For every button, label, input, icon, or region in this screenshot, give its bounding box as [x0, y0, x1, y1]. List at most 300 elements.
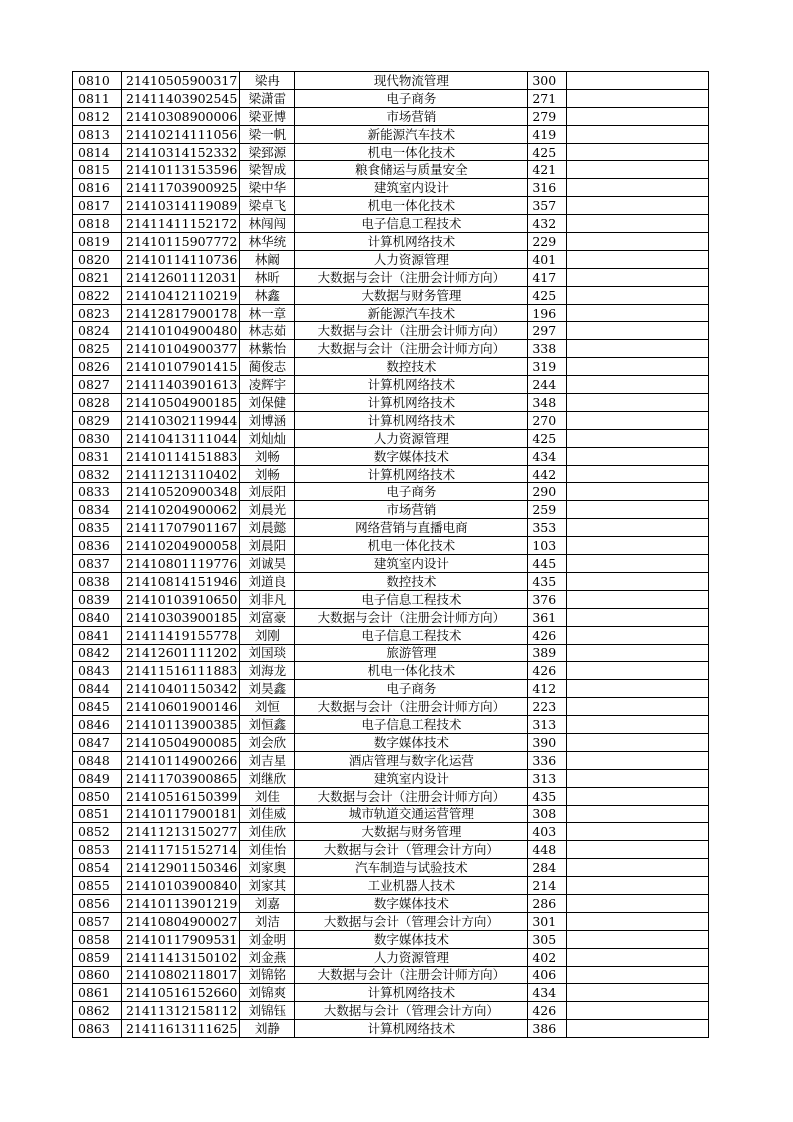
major-cell: 大数据与会计（注册会计师方向） — [295, 322, 528, 340]
row-seq-cell: 0859 — [73, 948, 122, 966]
major-cell: 计算机网络技术 — [295, 376, 528, 394]
major-cell: 计算机网络技术 — [295, 233, 528, 251]
student-name-cell: 梁潇雷 — [240, 89, 295, 107]
student-name-cell: 凌辉宇 — [240, 376, 295, 394]
table-row — [73, 447, 709, 465]
score-cell: 348 — [528, 394, 567, 412]
table-row — [73, 644, 709, 662]
empty-cell — [567, 787, 709, 805]
score-cell: 434 — [528, 447, 567, 465]
score-cell: 223 — [528, 698, 567, 716]
student-name-cell: 刘静 — [240, 1020, 295, 1038]
student-name-cell: 刘灿灿 — [240, 429, 295, 447]
score-cell: 435 — [528, 787, 567, 805]
student-name-cell: 刘佳 — [240, 787, 295, 805]
exam-id-cell: 21410516152660 — [122, 984, 240, 1002]
empty-cell — [567, 626, 709, 644]
major-cell: 计算机网络技术 — [295, 394, 528, 412]
row-seq-cell: 0835 — [73, 519, 122, 537]
student-name-cell: 刘刚 — [240, 626, 295, 644]
row-seq-cell: 0857 — [73, 912, 122, 930]
exam-id-cell: 21410117909531 — [122, 930, 240, 948]
student-name-cell: 梁一帆 — [240, 125, 295, 143]
score-cell: 412 — [528, 680, 567, 698]
empty-cell — [567, 72, 709, 90]
score-cell: 279 — [528, 107, 567, 125]
major-cell: 计算机网络技术 — [295, 411, 528, 429]
exam-id-cell: 21411413150102 — [122, 948, 240, 966]
major-cell: 电子信息工程技术 — [295, 590, 528, 608]
exam-id-cell: 21411403901613 — [122, 376, 240, 394]
exam-id-cell: 21411703900925 — [122, 179, 240, 197]
score-cell: 435 — [528, 572, 567, 590]
empty-cell — [567, 912, 709, 930]
empty-cell — [567, 89, 709, 107]
student-name-cell: 刘博涵 — [240, 411, 295, 429]
table-row — [73, 376, 709, 394]
score-cell: 434 — [528, 984, 567, 1002]
major-cell: 电子商务 — [295, 483, 528, 501]
score-cell: 406 — [528, 966, 567, 984]
student-name-cell: 刘金明 — [240, 930, 295, 948]
score-cell: 419 — [528, 125, 567, 143]
empty-cell — [567, 125, 709, 143]
major-cell: 电子商务 — [295, 89, 528, 107]
row-seq-cell: 0836 — [73, 537, 122, 555]
student-name-cell: 刘非凡 — [240, 590, 295, 608]
row-seq-cell: 0812 — [73, 107, 122, 125]
row-seq-cell: 0852 — [73, 823, 122, 841]
empty-cell — [567, 322, 709, 340]
score-cell: 426 — [528, 626, 567, 644]
exam-id-cell: 21411403902545 — [122, 89, 240, 107]
major-cell: 市场营销 — [295, 107, 528, 125]
exam-id-cell: 21410412110219 — [122, 286, 240, 304]
exam-id-cell: 21411707901167 — [122, 519, 240, 537]
major-cell: 市场营销 — [295, 501, 528, 519]
empty-cell — [567, 376, 709, 394]
score-cell: 336 — [528, 751, 567, 769]
score-cell: 448 — [528, 841, 567, 859]
table-row — [73, 429, 709, 447]
exam-id-cell: 21410214111056 — [122, 125, 240, 143]
table-row — [73, 823, 709, 841]
row-seq-cell: 0846 — [73, 716, 122, 734]
exam-id-cell: 21410801119776 — [122, 555, 240, 573]
table-row — [73, 483, 709, 501]
student-name-cell: 刘畅 — [240, 447, 295, 465]
score-cell: 432 — [528, 215, 567, 233]
score-cell: 290 — [528, 483, 567, 501]
exam-id-cell: 21410114900266 — [122, 751, 240, 769]
empty-cell — [567, 680, 709, 698]
empty-cell — [567, 644, 709, 662]
roster-table — [72, 71, 709, 1038]
exam-id-cell: 21411419155778 — [122, 626, 240, 644]
empty-cell — [567, 286, 709, 304]
score-cell: 301 — [528, 912, 567, 930]
major-cell: 数字媒体技术 — [295, 930, 528, 948]
empty-cell — [567, 841, 709, 859]
table-row — [73, 698, 709, 716]
empty-cell — [567, 429, 709, 447]
exam-id-cell: 21410204900058 — [122, 537, 240, 555]
major-cell: 人力资源管理 — [295, 948, 528, 966]
row-seq-cell: 0810 — [73, 72, 122, 90]
exam-id-cell: 21410107901415 — [122, 358, 240, 376]
table-row — [73, 465, 709, 483]
major-cell: 数字媒体技术 — [295, 447, 528, 465]
row-seq-cell: 0814 — [73, 143, 122, 161]
row-seq-cell: 0841 — [73, 626, 122, 644]
row-seq-cell: 0830 — [73, 429, 122, 447]
table-row — [73, 590, 709, 608]
student-name-cell: 刘恒鑫 — [240, 716, 295, 734]
row-seq-cell: 0831 — [73, 447, 122, 465]
row-seq-cell: 0827 — [73, 376, 122, 394]
student-name-cell: 刘吉星 — [240, 751, 295, 769]
major-cell: 大数据与会计（管理会计方向） — [295, 1002, 528, 1020]
score-cell: 403 — [528, 823, 567, 841]
exam-id-cell: 21410113901219 — [122, 894, 240, 912]
exam-id-cell: 21411715152714 — [122, 841, 240, 859]
row-seq-cell: 0844 — [73, 680, 122, 698]
score-cell: 214 — [528, 877, 567, 895]
exam-id-cell: 21410113900385 — [122, 716, 240, 734]
major-cell: 大数据与会计（注册会计师方向） — [295, 268, 528, 286]
exam-id-cell: 21411213110402 — [122, 465, 240, 483]
row-seq-cell: 0839 — [73, 590, 122, 608]
row-seq-cell: 0858 — [73, 930, 122, 948]
exam-id-cell: 21411703900865 — [122, 769, 240, 787]
row-seq-cell: 0811 — [73, 89, 122, 107]
exam-id-cell: 21410103910650 — [122, 590, 240, 608]
row-seq-cell: 0855 — [73, 877, 122, 895]
major-cell: 数字媒体技术 — [295, 894, 528, 912]
empty-cell — [567, 590, 709, 608]
major-cell: 大数据与会计（注册会计师方向） — [295, 698, 528, 716]
exam-id-cell: 21410814151946 — [122, 572, 240, 590]
score-cell: 271 — [528, 89, 567, 107]
empty-cell — [567, 966, 709, 984]
exam-id-cell: 21412817900178 — [122, 304, 240, 322]
major-cell: 机电一体化技术 — [295, 662, 528, 680]
exam-id-cell: 21411516111883 — [122, 662, 240, 680]
student-name-cell: 梁亚博 — [240, 107, 295, 125]
score-cell: 308 — [528, 805, 567, 823]
major-cell: 计算机网络技术 — [295, 1020, 528, 1038]
table-row — [73, 716, 709, 734]
major-cell: 工业机器人技术 — [295, 877, 528, 895]
major-cell: 建筑室内设计 — [295, 179, 528, 197]
row-seq-cell: 0847 — [73, 733, 122, 751]
score-cell: 270 — [528, 411, 567, 429]
exam-id-cell: 21410601900146 — [122, 698, 240, 716]
major-cell: 机电一体化技术 — [295, 537, 528, 555]
student-name-cell: 林一章 — [240, 304, 295, 322]
table-row — [73, 662, 709, 680]
table-row — [73, 72, 709, 90]
empty-cell — [567, 608, 709, 626]
student-name-cell: 刘继欣 — [240, 769, 295, 787]
table-row — [73, 340, 709, 358]
score-cell: 313 — [528, 716, 567, 734]
exam-id-cell: 21412601112031 — [122, 268, 240, 286]
table-row — [73, 608, 709, 626]
major-cell: 大数据与会计（注册会计师方向） — [295, 340, 528, 358]
student-name-cell: 刘佳欣 — [240, 823, 295, 841]
table-row — [73, 966, 709, 984]
exam-id-cell: 21410504900085 — [122, 733, 240, 751]
score-cell: 425 — [528, 286, 567, 304]
score-cell: 401 — [528, 250, 567, 268]
row-seq-cell: 0832 — [73, 465, 122, 483]
exam-id-cell: 21410115907772 — [122, 233, 240, 251]
table-row — [73, 751, 709, 769]
row-seq-cell: 0826 — [73, 358, 122, 376]
row-seq-cell: 0819 — [73, 233, 122, 251]
exam-id-cell: 21410113153596 — [122, 161, 240, 179]
table-row — [73, 250, 709, 268]
row-seq-cell: 0816 — [73, 179, 122, 197]
row-seq-cell: 0862 — [73, 1002, 122, 1020]
table-row — [73, 394, 709, 412]
score-cell: 390 — [528, 733, 567, 751]
student-name-cell: 刘佳威 — [240, 805, 295, 823]
major-cell: 计算机网络技术 — [295, 984, 528, 1002]
score-cell: 196 — [528, 304, 567, 322]
major-cell: 数控技术 — [295, 358, 528, 376]
score-cell: 244 — [528, 376, 567, 394]
row-seq-cell: 0813 — [73, 125, 122, 143]
score-cell: 425 — [528, 429, 567, 447]
major-cell: 机电一体化技术 — [295, 197, 528, 215]
table-row — [73, 519, 709, 537]
empty-cell — [567, 358, 709, 376]
major-cell: 汽车制造与试验技术 — [295, 859, 528, 877]
major-cell: 大数据与财务管理 — [295, 286, 528, 304]
empty-cell — [567, 465, 709, 483]
empty-cell — [567, 930, 709, 948]
major-cell: 电子信息工程技术 — [295, 626, 528, 644]
score-cell: 426 — [528, 662, 567, 680]
major-cell: 旅游管理 — [295, 644, 528, 662]
table-row — [73, 555, 709, 573]
empty-cell — [567, 662, 709, 680]
row-seq-cell: 0856 — [73, 894, 122, 912]
exam-id-cell: 21410302119944 — [122, 411, 240, 429]
exam-id-cell: 21410104900480 — [122, 322, 240, 340]
exam-id-cell: 21410117900181 — [122, 805, 240, 823]
empty-cell — [567, 161, 709, 179]
row-seq-cell: 0845 — [73, 698, 122, 716]
major-cell: 网络营销与直播电商 — [295, 519, 528, 537]
empty-cell — [567, 859, 709, 877]
student-name-cell: 刘家其 — [240, 877, 295, 895]
major-cell: 大数据与会计（管理会计方向） — [295, 841, 528, 859]
table-row — [73, 143, 709, 161]
major-cell: 机电一体化技术 — [295, 143, 528, 161]
row-seq-cell: 0834 — [73, 501, 122, 519]
score-cell: 426 — [528, 1002, 567, 1020]
major-cell: 人力资源管理 — [295, 429, 528, 447]
student-name-cell: 林昕 — [240, 268, 295, 286]
empty-cell — [567, 894, 709, 912]
empty-cell — [567, 572, 709, 590]
student-name-cell: 刘锦钰 — [240, 1002, 295, 1020]
row-seq-cell: 0833 — [73, 483, 122, 501]
empty-cell — [567, 1020, 709, 1038]
row-seq-cell: 0840 — [73, 608, 122, 626]
empty-cell — [567, 823, 709, 841]
exam-id-cell: 21410303900185 — [122, 608, 240, 626]
table-row — [73, 501, 709, 519]
score-cell: 103 — [528, 537, 567, 555]
score-cell: 386 — [528, 1020, 567, 1038]
table-row — [73, 912, 709, 930]
exam-id-cell: 21411213150277 — [122, 823, 240, 841]
student-name-cell: 林志茹 — [240, 322, 295, 340]
score-cell: 402 — [528, 948, 567, 966]
empty-cell — [567, 197, 709, 215]
exam-id-cell: 21410413111044 — [122, 429, 240, 447]
major-cell: 新能源汽车技术 — [295, 304, 528, 322]
row-seq-cell: 0815 — [73, 161, 122, 179]
empty-cell — [567, 877, 709, 895]
table-row — [73, 859, 709, 877]
exam-id-cell: 21411613111625 — [122, 1020, 240, 1038]
table-row — [73, 841, 709, 859]
student-name-cell: 刘金燕 — [240, 948, 295, 966]
exam-id-cell: 21410104900377 — [122, 340, 240, 358]
empty-cell — [567, 107, 709, 125]
row-seq-cell: 0821 — [73, 268, 122, 286]
major-cell: 大数据与会计（注册会计师方向） — [295, 787, 528, 805]
row-seq-cell: 0823 — [73, 304, 122, 322]
major-cell: 电子商务 — [295, 680, 528, 698]
table-row — [73, 286, 709, 304]
student-name-cell: 刘佳怡 — [240, 841, 295, 859]
student-name-cell: 梁中华 — [240, 179, 295, 197]
major-cell: 数字媒体技术 — [295, 733, 528, 751]
student-name-cell: 梁智成 — [240, 161, 295, 179]
table-row — [73, 769, 709, 787]
score-cell: 338 — [528, 340, 567, 358]
table-row — [73, 411, 709, 429]
row-seq-cell: 0848 — [73, 751, 122, 769]
table-row — [73, 1020, 709, 1038]
student-name-cell: 刘家奥 — [240, 859, 295, 877]
exam-id-cell: 21410204900062 — [122, 501, 240, 519]
empty-cell — [567, 519, 709, 537]
roster-body — [73, 72, 709, 1038]
major-cell: 酒店管理与数字化运营 — [295, 751, 528, 769]
score-cell: 361 — [528, 608, 567, 626]
empty-cell — [567, 268, 709, 286]
exam-id-cell: 21410520900348 — [122, 483, 240, 501]
table-row — [73, 572, 709, 590]
exam-id-cell: 21410314152332 — [122, 143, 240, 161]
table-row — [73, 89, 709, 107]
score-cell: 421 — [528, 161, 567, 179]
row-seq-cell: 0850 — [73, 787, 122, 805]
table-row — [73, 233, 709, 251]
empty-cell — [567, 215, 709, 233]
empty-cell — [567, 733, 709, 751]
exam-id-cell: 21410516150399 — [122, 787, 240, 805]
student-name-cell: 梁冉 — [240, 72, 295, 90]
score-cell: 297 — [528, 322, 567, 340]
score-cell: 259 — [528, 501, 567, 519]
exam-id-cell: 21411411152172 — [122, 215, 240, 233]
row-seq-cell: 0853 — [73, 841, 122, 859]
student-name-cell: 林阚 — [240, 250, 295, 268]
table-row — [73, 322, 709, 340]
student-name-cell: 梁郅源 — [240, 143, 295, 161]
table-row — [73, 930, 709, 948]
table-row — [73, 537, 709, 555]
empty-cell — [567, 769, 709, 787]
major-cell: 大数据与会计（注册会计师方向） — [295, 966, 528, 984]
score-cell: 376 — [528, 590, 567, 608]
table-row — [73, 1002, 709, 1020]
score-cell: 417 — [528, 268, 567, 286]
score-cell: 316 — [528, 179, 567, 197]
exam-id-cell: 21410504900185 — [122, 394, 240, 412]
major-cell: 新能源汽车技术 — [295, 125, 528, 143]
score-cell: 319 — [528, 358, 567, 376]
student-name-cell: 刘富豪 — [240, 608, 295, 626]
student-name-cell: 刘辰阳 — [240, 483, 295, 501]
student-name-cell: 刘洁 — [240, 912, 295, 930]
row-seq-cell: 0822 — [73, 286, 122, 304]
row-seq-cell: 0828 — [73, 394, 122, 412]
exam-id-cell: 21410114151883 — [122, 447, 240, 465]
table-row — [73, 984, 709, 1002]
row-seq-cell: 0851 — [73, 805, 122, 823]
score-cell: 305 — [528, 930, 567, 948]
major-cell: 大数据与会计（注册会计师方向） — [295, 608, 528, 626]
empty-cell — [567, 751, 709, 769]
empty-cell — [567, 1002, 709, 1020]
exam-id-cell: 21412901150346 — [122, 859, 240, 877]
table-row — [73, 626, 709, 644]
student-name-cell: 林闯闯 — [240, 215, 295, 233]
table-row — [73, 197, 709, 215]
major-cell: 大数据与财务管理 — [295, 823, 528, 841]
empty-cell — [567, 698, 709, 716]
student-name-cell: 刘锦铭 — [240, 966, 295, 984]
score-cell: 442 — [528, 465, 567, 483]
empty-cell — [567, 716, 709, 734]
major-cell: 电子信息工程技术 — [295, 716, 528, 734]
table-row — [73, 948, 709, 966]
major-cell: 人力资源管理 — [295, 250, 528, 268]
exam-id-cell: 21412601111202 — [122, 644, 240, 662]
row-seq-cell: 0861 — [73, 984, 122, 1002]
row-seq-cell: 0860 — [73, 966, 122, 984]
student-name-cell: 刘国琰 — [240, 644, 295, 662]
exam-id-cell: 21410401150342 — [122, 680, 240, 698]
row-seq-cell: 0817 — [73, 197, 122, 215]
table-row — [73, 358, 709, 376]
student-name-cell: 刘畅 — [240, 465, 295, 483]
row-seq-cell: 0837 — [73, 555, 122, 573]
major-cell: 数控技术 — [295, 572, 528, 590]
row-seq-cell: 0818 — [73, 215, 122, 233]
student-name-cell: 刘嘉 — [240, 894, 295, 912]
student-name-cell: 刘会欣 — [240, 733, 295, 751]
